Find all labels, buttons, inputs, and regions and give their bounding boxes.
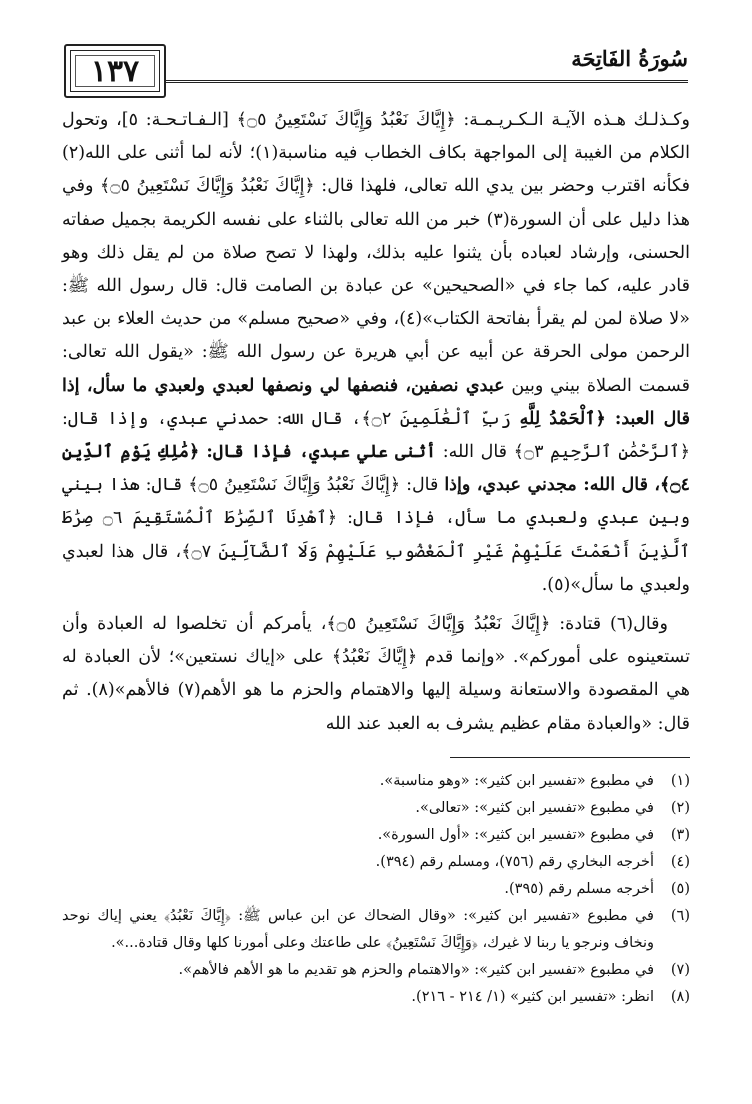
paragraph-1	[62, 104, 690, 602]
footnotes	[62, 768, 690, 1011]
footnote-text: في مطبوع «تفسير ابن كثير»: «والاهتمام والحزم هو تقديم ما هو الأهم فالأهم».	[178, 962, 654, 978]
line-15: ٱلضَّآلِّينَ ۝٧﴾، قال هذا لعبدي ولعبدي ما سأل»(٥).	[62, 541, 690, 595]
footnote	[62, 984, 690, 1011]
line-18: نستعين»؛ لأن العبادة له هي المقصودة والاستعانة وسيلة إليها والاهتمام والحزم	[62, 647, 690, 701]
line-4: وَإِيَّاكَ نَسْتَعِينُ ۝٥﴾ وفي هذا دليل على أن السورة(٣) خبر من الله تعالى بالثناء	[62, 176, 690, 230]
line-16: وقال(٦) قتادة: ﴿إِيَّاكَ نَعْبُدُ وَإِيَّاكَ نَسْتَعِينُ ۝٥﴾، يأمركم أن تخلصوا له	[152, 614, 668, 635]
footnote	[62, 795, 690, 822]
surah-title: سُورَةُ الفَاتِحَة	[571, 46, 688, 71]
footnote-text: انظر: «تفسير ابن كثير» (١/ ٢١٤ - ٢١٦).	[411, 989, 654, 1005]
line-14: فإذا قال: ﴿ٱهْدِنَا ٱلصِّرَٰطَ ٱلْمُسْتَقِيمَ ۝٦ صِرَٰطَ ٱلَّذِينَ أَنْعَمْتَ عَلَيْهِمْ غَيْرِ ٱلْمَغْضُوبِ عَلَيْهِمْ وَلَا	[62, 508, 690, 562]
header-rule	[164, 80, 688, 83]
footnote-number: (٥)	[670, 881, 690, 897]
footnote-text: في مطبوع «تفسير ابن كثير»: «وهو مناسبة».	[379, 773, 654, 789]
line-19: ما هو الأهم(٧) فالأهم»(٨). ثم قال: «والعبادة مقام عظيم يشرف به العبد عند الله	[62, 680, 690, 734]
line-3: أثنى على الله(٢) فكأنه اقترب وحضر بين يدي الله تعالى، فلهذا قال: ﴿إِيَّاكَ نَعْبُدُ	[62, 143, 690, 197]
page-header	[64, 44, 688, 98]
line-7: عن عبادة بن الصامت قال: قال رسول الله ﷺ: «لا صلاة لمن لم يقرأ بفاتحة	[62, 276, 690, 330]
footnote-number: (١)	[670, 773, 690, 789]
footnote-text: في مطبوع «تفسير ابن كثير»: «وقال الضحاك عن ابن عباس ﷺ: ﴿إِيَّاكَ نَعْبُدُ﴾ يعني إياك نوحد ونخاف ونرجو يا ربنا لا غيرك، ﴿وَإِيَّاكَ نَسْتَعِينُ﴾ على طاعتك وعلى أمورنا كلها وقال قتادة...».	[62, 908, 654, 951]
line-10: عبدي نصفين، فنصفها لي ونصفها لعبدي ولعبدي ما سأل، إذا قال العبد: ﴿ٱلْحَمْدُ لِلَّهِ	[62, 375, 690, 429]
footnote-text: أخرجه البخاري رقم (٧٥٦)، ومسلم رقم (٣٩٤).	[375, 854, 654, 870]
page-number: ١٣٧	[90, 53, 140, 89]
footnote-text: في مطبوع «تفسير ابن كثير»: «تعالى».	[415, 800, 654, 816]
footnote-text: في مطبوع «تفسير ابن كثير»: «أول السورة».	[377, 827, 654, 843]
footnote	[62, 957, 690, 984]
line-13: قال: ﴿إِيَّاكَ نَعْبُدُ وَإِيَّاكَ نَسْتَعِينُ ۝٥﴾ قال: هذا بيني وبين عبدي ولعبدي ما سأل،	[62, 475, 691, 529]
footnote	[62, 876, 690, 903]
footnote	[62, 768, 690, 795]
page-number-frame	[64, 44, 166, 98]
footnote-text: أخرجه مسلم رقم (٣٩٥).	[504, 881, 654, 897]
line-2: وتحول الكلام من الغيبة إلى المواجهة بكاف الخطاب فيه مناسبة(١)؛ لأنه لما	[62, 110, 691, 164]
line-1: وكـذلـك هـذه الآيـة الـكـريـمـة: ﴿إِيَّاكَ نَعْبُدُ وَإِيَّاكَ نَسْتَعِينُ ۝٥﴾ [الـفـاتـحـة: ٥]،	[116, 110, 690, 130]
footnote-number: (٢)	[670, 800, 690, 816]
paragraph-2	[62, 608, 690, 741]
line-5: على نفسه الكريمة بجميل صفاته الحسنى، وإرشاد لعباده بأن يثنوا عليه بذلك،	[62, 209, 691, 263]
line-6: ولهذا لا تصح صلاة من لم يقل ذلك وهو قادر عليه، كما جاء في «الصحيحين»	[62, 242, 690, 297]
line-9: عن أبيه عن أبي هريرة عن رسول الله ﷺ: «يقول الله تعالى: قسمت الصلاة بيني وبين	[62, 342, 690, 396]
line-17: العبادة وأن تستعينوه على أموركم». «وإنما قدم ﴿إِيَّاكَ نَعْبُدُ﴾ على «إياك	[62, 614, 690, 668]
footnote-number: (٦)	[670, 908, 690, 924]
footnote	[62, 849, 690, 876]
footnote-number: (٣)	[670, 827, 690, 843]
line-12: أثنى علي عبدي، فإذا قال: ﴿مَٰلِكِ يَوْمِ ٱلدِّينِ ۝٤﴾، قال الله: مجدني عبدي، وإذا	[62, 442, 690, 496]
line-11: رَبِّ ٱلْعَٰلَمِينَ ۝٢﴾، قال الله: حمدني عبدي، وإذا قال: ﴿ٱلرَّحْمَٰنِ ٱلرَّحِيمِ ۝٣﴾ قال الله:	[62, 408, 690, 463]
main-text	[62, 104, 690, 741]
line-8: الكتاب»(٤)، وفي «صحيح مسلم» من حديث العلاء بن عبد الرحمن مولى الحرقة	[62, 309, 690, 363]
footnote-number: (٧)	[670, 962, 690, 978]
footnote	[62, 822, 690, 849]
footnote	[62, 903, 690, 957]
footnote-number: (٨)	[670, 989, 690, 1005]
footnote-separator	[450, 757, 690, 758]
footnote-number: (٤)	[670, 854, 690, 870]
